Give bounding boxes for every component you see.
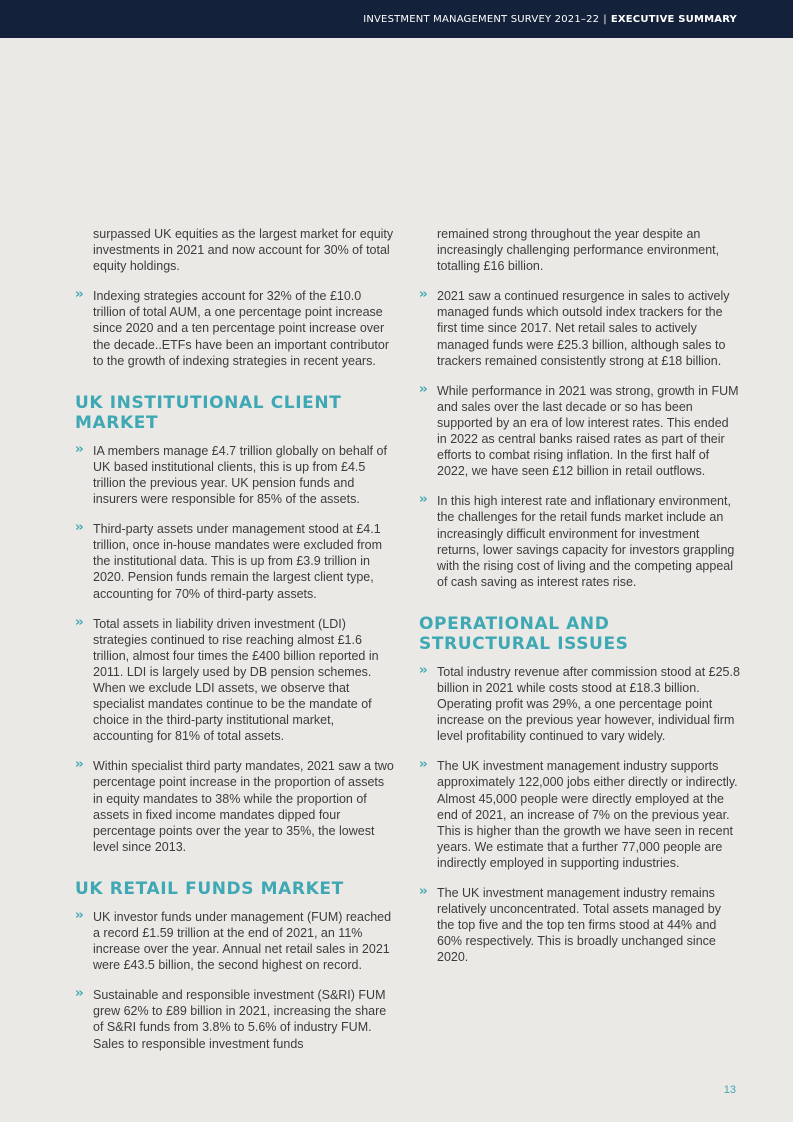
page-number: 13 [723, 1084, 736, 1096]
list-item [75, 521, 395, 601]
chevron-bullet-icon: ›› [419, 287, 426, 303]
list-item [419, 288, 741, 368]
heading-institutional: UK INSTITUTIONAL CLIENT MARKET [75, 392, 342, 433]
list-item [75, 443, 395, 507]
chevron-bullet-icon: ›› [419, 662, 426, 678]
top-header-bar [0, 0, 793, 38]
bullet-text: The UK investment management industry remains relatively unconcentrated. Total assets managed by the top five and the top ten firms stood at 44% and 60% respectively. This is broadly unchanged since 2020. [437, 886, 721, 965]
chevron-bullet-icon: ›› [75, 441, 82, 457]
heading-retail: UK RETAIL FUNDS MARKET [75, 878, 344, 899]
right-intro-paragraph: remained strong throughout the year despite an increasingly challenging performance environment, totalling £16 billion. [437, 227, 720, 274]
bullet-text: Third-party assets under management stood at £4.1 trillion, once in-house mandates were excluded from the institutional data. This is up from £3.9 trillion in 2020. Pension funds remain the largest client type, accounting for 70% of third-party assets. [93, 522, 383, 601]
bullet-text: IA members manage £4.7 trillion globally on behalf of UK based institutional clients, this is up from £4.5 trillion the previous year. UK pension funds and insurers were responsible for 85% of the assets. [93, 443, 387, 507]
list-item [75, 616, 395, 745]
list-item [75, 288, 395, 368]
bullet-text: UK investor funds under management (FUM) reached a record £1.59 trillion at the end of 2021, an 11% increase over the year. Annual net retail sales in 2021 were £43.5 billion, the second highest on record. [93, 909, 392, 973]
left-column [75, 226, 395, 1066]
list-item [75, 758, 395, 855]
chevron-bullet-icon: ›› [75, 287, 82, 303]
chevron-bullet-icon: ›› [419, 381, 426, 397]
chevron-bullet-icon: ›› [75, 986, 82, 1002]
chevron-bullet-icon: ›› [75, 907, 82, 923]
list-item [75, 987, 395, 1051]
chevron-bullet-icon: ›› [419, 757, 426, 773]
bullet-text: 2021 saw a continued resurgence in sales to actively managed funds which outsold index trackers for the first time since 2017. Net retail sales to actively managed funds were £25.3 billion, although sales to trackers remained consistently strong at £18 billion. [437, 289, 730, 368]
bullet-text: Indexing strategies account for 32% of the £10.0 trillion of total AUM, a one percentage point increase since 2020 and a ten percentage point increase over the decade..ETFs have been an important contributor to the growth of indexing strategies in recent years. [93, 289, 390, 368]
chevron-bullet-icon: ›› [75, 757, 82, 773]
section-title: EXECUTIVE SUMMARY [610, 14, 737, 25]
bullet-text: While performance in 2021 was strong, growth in FUM and sales over the last decade or so has been supported by an era of low interest rates. This ended in 2022 as central banks raised rates as part of their efforts to combat rising inflation. In the first half of 2022, we have seen £12 billion in retail outflows. [437, 383, 739, 479]
right-column [419, 226, 741, 979]
header-separator: | [603, 14, 607, 25]
bullet-text: The UK investment management industry supports approximately 122,000 jobs either directly or indirectly. Almost 45,000 people were directly employed at the end of 2021, an increase of 7% on the previous year. This is higher than the growth we have seen in recent years. We estimate that a further 77,000 people are indirectly employed in supporting industries. [437, 759, 738, 870]
list-item [419, 758, 741, 871]
bullet-text: In this high interest rate and inflationary environment, the challenges for the retail funds market include an increasingly difficult environment for investment returns, lower savings capacity for investors grappling with the rising cost of living and the competing appeal of cash saving as interest rates rise. [437, 494, 735, 589]
bullet-text: Total industry revenue after commission stood at £25.8 billion in 2021 while costs stood at £18.3 billion. Operating profit was 29%, a one percentage point increase on the previous year however, individual firm level profitability continued to vary widely. [437, 664, 740, 744]
list-item [75, 909, 395, 973]
list-item [419, 493, 741, 590]
running-header [363, 14, 737, 25]
list-item [419, 383, 741, 480]
bullet-text: Total assets in liability driven investment (LDI) strategies continued to rise reaching almost £1.6 trillion, almost four times the £400 billion reported in 2011. LDI is largely used by DB pension schemes. When we exclude LDI assets, we observe that specialist mandates continue to be the mandate of choice in the third-party institutional market, accounting for 81% of total assets. [93, 616, 379, 744]
survey-title: INVESTMENT MANAGEMENT SURVEY 2021–22 [363, 14, 600, 25]
chevron-bullet-icon: ›› [419, 492, 426, 508]
chevron-bullet-icon: ›› [419, 884, 426, 899]
bullet-text: Sustainable and responsible investment (S&RI) FUM grew 62% to £89 billion in 2021, increasing the share of S&RI funds from 3.8% to 5.6% of industry FUM. Sales to responsible investment funds [93, 988, 387, 1051]
left-intro-paragraph: surpassed UK equities as the largest market for equity investments in 2021 and now account for 30% of total equity holdings. [93, 227, 394, 274]
list-item [419, 664, 741, 744]
list-item [419, 885, 741, 965]
bullet-text: Within specialist third party mandates, 2021 saw a two percentage point increase in the proportion of assets in equity mandates to 38% while the proportion of assets in fixed income mandates dipped four percentage points over the year to 35%, the lowest level since 2013. [93, 759, 394, 854]
chevron-bullet-icon: ›› [75, 520, 82, 536]
chevron-bullet-icon: ›› [75, 614, 82, 630]
heading-operational: OPERATIONAL AND STRUCTURAL ISSUES [419, 613, 629, 654]
